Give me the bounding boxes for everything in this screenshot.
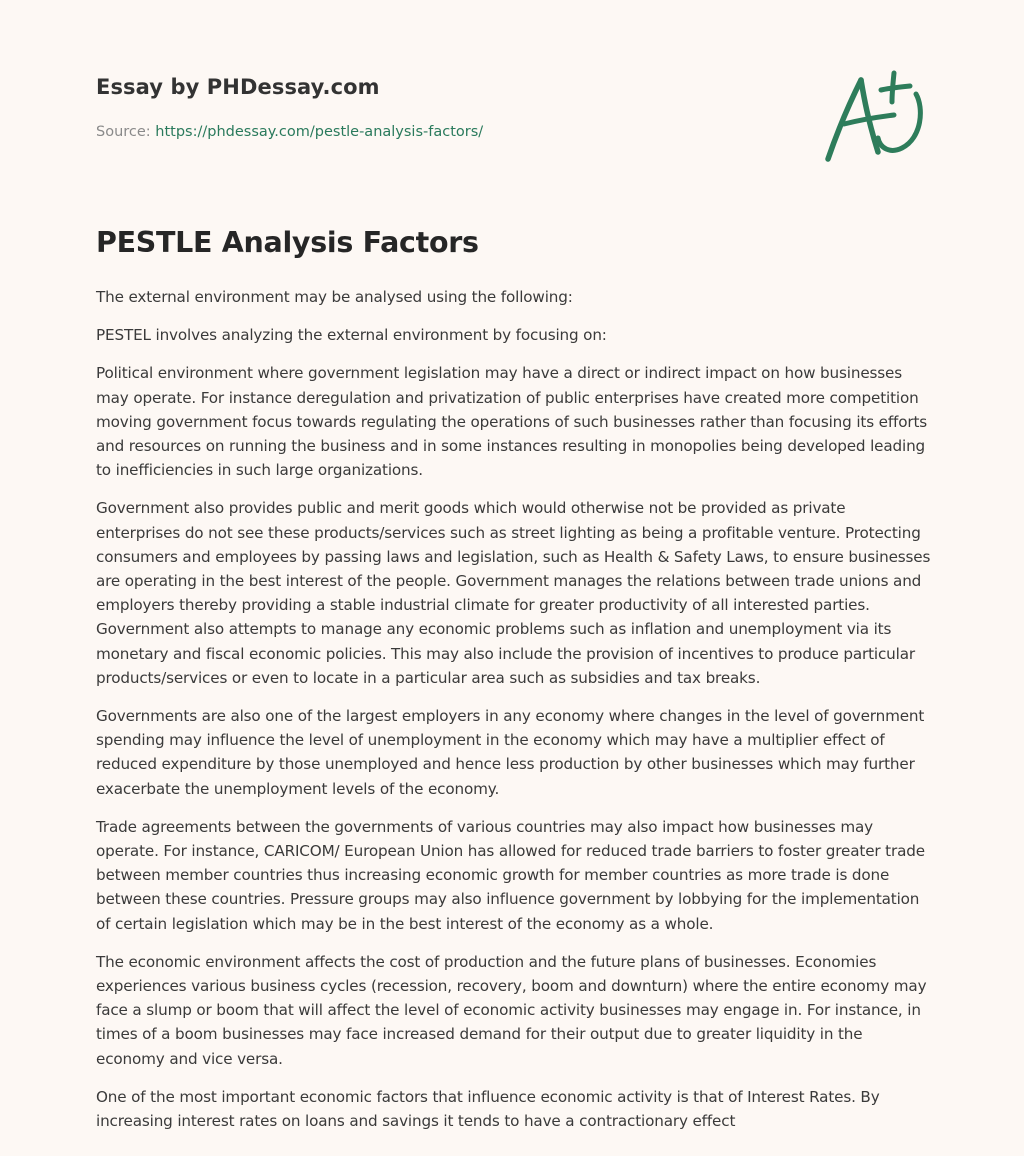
a-plus-logo-icon: [820, 68, 930, 164]
paragraph: One of the most important economic factors that influence economic activity is that of Interest Rates. By increasing interest rates on loans and savings it tends to have a contractionary effect: [96, 1087, 880, 1131]
source-link[interactable]: https://phdessay.com/pestle-analysis-factors/: [155, 124, 484, 140]
paragraph: The external environment may be analysed using the following:: [96, 288, 573, 306]
article-body: [96, 285, 931, 1147]
paragraph: Political environment where government legislation may have a direct or indirect impact on how businesses may operate. For instance deregulation and privatization of public enterprises have created more competition moving government focus towards regulating the operations of such businesses rather than focusing its efforts and resources on running the business and in some instances resulting in monopolies being developed leading to inefficiencies in such large organizations.: [96, 364, 928, 480]
paragraph: PESTEL involves analyzing the external environment by focusing on:: [96, 326, 607, 345]
source-line: [96, 124, 483, 140]
paragraph: Governments are also one of the largest employers in any economy where changes in the level of government spending may influence the level of unemployment in the economy which may have a multiplier effect of reduced expenditure by those unemployed and hence less production by other businesses which may further exacerbate the unemployment levels of the economy.: [96, 707, 925, 798]
source-label: Source:: [96, 124, 156, 140]
article-title: PESTLE Analysis Factors: [96, 226, 479, 259]
site-brand: Essay by PHDessay.com: [96, 75, 380, 99]
paragraph: Trade agreements between the governments of various countries may also impact how businesses may operate. For instance, CARICOM/ European Union has allowed for reduced trade barriers to foster greater trade between member countries thus increasing economic growth for member countries as more trade is done between these countries. Pressure groups may also influence government by lobbying for the implementation of certain legislation which may be in the best interest of the economy as a whole.: [96, 817, 925, 933]
paragraph: Government also provides public and merit goods which would otherwise not be provided as private enterprises do not see these products/services such as street lighting as being a profitable venture. Protecting consumers and employees by passing laws and legislation, such as Health & Safety Laws, to ensure businesses are operating in the best interest of the people. Government manages the relations between trade unions and employers thereby providing a stable industrial climate for greater productivity of all interested parties. Government also attempts to manage any economic problems such as inflation and unemployment via its monetary and fiscal economic policies. This may also include the provision of incentives to produce particular products/services or even to locate in a particular area such as subsidies and tax breaks.: [96, 499, 931, 687]
paragraph: The economic environment affects the cost of production and the future plans of businesses. Economies experiences various business cycles (recession, recovery, boom and downturn) where the entire economy may face a slump or boom that will affect the level of economic activity businesses may engage in. For instance, in times of a boom businesses may face increased demand for their output due to greater liquidity in the economy and vice versa.: [96, 952, 927, 1068]
